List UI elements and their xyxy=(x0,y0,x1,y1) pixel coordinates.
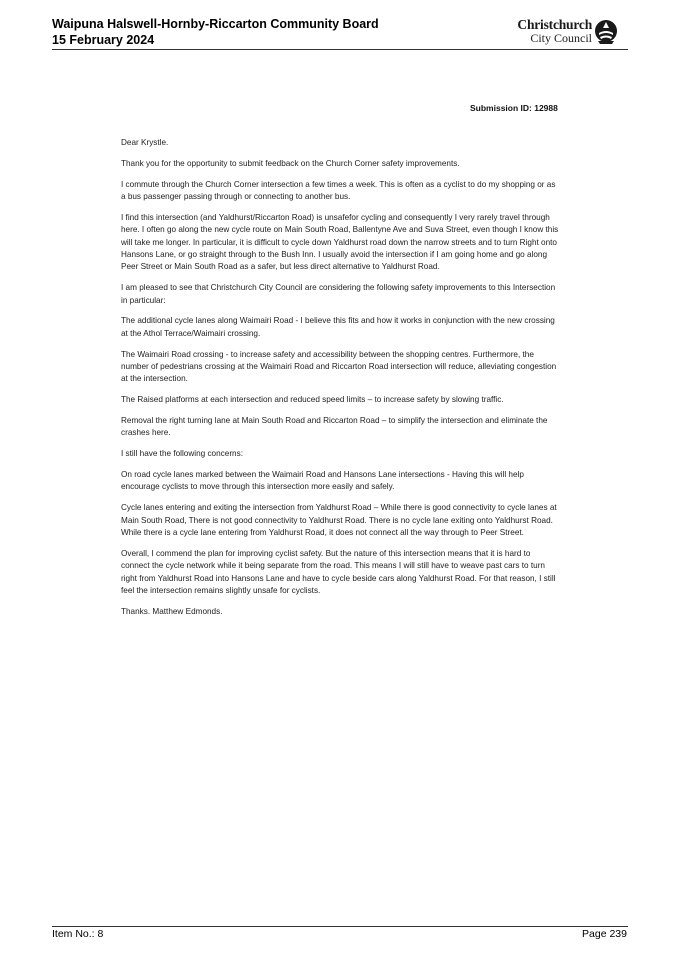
letter-paragraph: The Raised platforms at each intersection and reduced speed limits – to increase safety by slowing traffic. xyxy=(121,395,504,405)
letter-signoff: Thanks. Matthew Edmonds. xyxy=(121,606,223,616)
letter-paragraph: Cycle lanes entering and exiting the intersection from Yaldhurst Road – While there is good connectivity to cycle lanes at Main South Road, There is not good connectivity to Yaldhurst Road. There is no cycle lane exiting onto Yaldhurst Road. While there is a cycle lane entering from Yaldhurst Road, it does not connect all the way through to Peer Street. xyxy=(121,503,557,538)
letter-paragraph: Dear Krystle. xyxy=(121,138,169,147)
letter-paragraph: Removal the right turning lane at Main South Road and Riccarton Road – to simplify the intersection and eliminate the crashes here. xyxy=(121,416,548,438)
page-number: Page 239 xyxy=(582,928,627,940)
letter-paragraph: I am pleased to see that Christchurch City Council are considering the following safety improvements to this Intersection in particular: xyxy=(121,283,556,305)
letter-paragraph: I find this intersection (and Yaldhurst/Riccarton Road) is unsafefor cycling and consequently I very rarely travel through here. I often go along the new cycle route on Main South Road, Ballentyne Ave and Suva Street, even though I know this will take me longer. In particular, it is difficult to cycle down Yaldhurst road down the narrow streets and to turn Right onto Hansons Lane, or go straight through to the Bush Inn. I usually avoid the intersection if I am going home and go along Peer Street or Main South Road as a safer, but less direct alternative to Yaldhurst Road. xyxy=(121,212,559,272)
letter-paragraph: I commute through the Church Corner intersection a few times a week. This is often as a cyclist to do my shopping or as a bus passenger passing through or connecting to another bus. xyxy=(121,179,556,201)
logo-line-2: City Council xyxy=(530,31,592,45)
letter-paragraph: The Waimairi Road crossing - to increase safety and accessibility between the shopping centres. Furthermore, the number of pedestrians crossing at the Waimairi Road and Riccarton Road intersection will reduce, alleviating congestion at the intersection. xyxy=(121,349,557,384)
meeting-date: 15 February 2024 xyxy=(52,33,155,47)
council-logo xyxy=(508,17,618,47)
page-header xyxy=(52,16,628,50)
item-number: Item No.: 8 xyxy=(52,928,104,940)
board-name: Waipuna Halswell-Hornby-Riccarton Community Board xyxy=(52,17,379,31)
letter-body xyxy=(121,137,561,627)
logo-line-1: Christchurch xyxy=(517,17,592,32)
letter-paragraph: Thank you for the opportunity to submit feedback on the Church Corner safety improvements. xyxy=(121,158,460,168)
council-logo-icon xyxy=(594,19,618,45)
submission-id: Submission ID: 12988 xyxy=(470,103,558,113)
letter-paragraph: On road cycle lanes marked between the Waimairi Road and Hansons Lane intersections - Having this will help encourage cyclists to move through this intersection more easily and safely. xyxy=(121,470,524,492)
letter-paragraph: I still have the following concerns: xyxy=(121,449,243,459)
footer-divider xyxy=(52,926,628,927)
header-divider xyxy=(52,49,628,50)
letter-paragraph: The additional cycle lanes along Waimairi Road - I believe this fits and how it works in conjunction with the new crossing at the Athol Terrace/Waimairi crossing. xyxy=(121,316,555,338)
letter-paragraph: Overall, I commend the plan for improving cyclist safety. But the nature of this intersection means that it is hard to connect the cycle network while it being separate from the road. This means I will still have to weave past cars to turn right from Yaldhurst Road into Hansons Lane and have to cycle beside cars along Yaldhurst Road. For that reason, I still feel the intersection remains slightly unsafe for cyclists. xyxy=(121,548,556,596)
